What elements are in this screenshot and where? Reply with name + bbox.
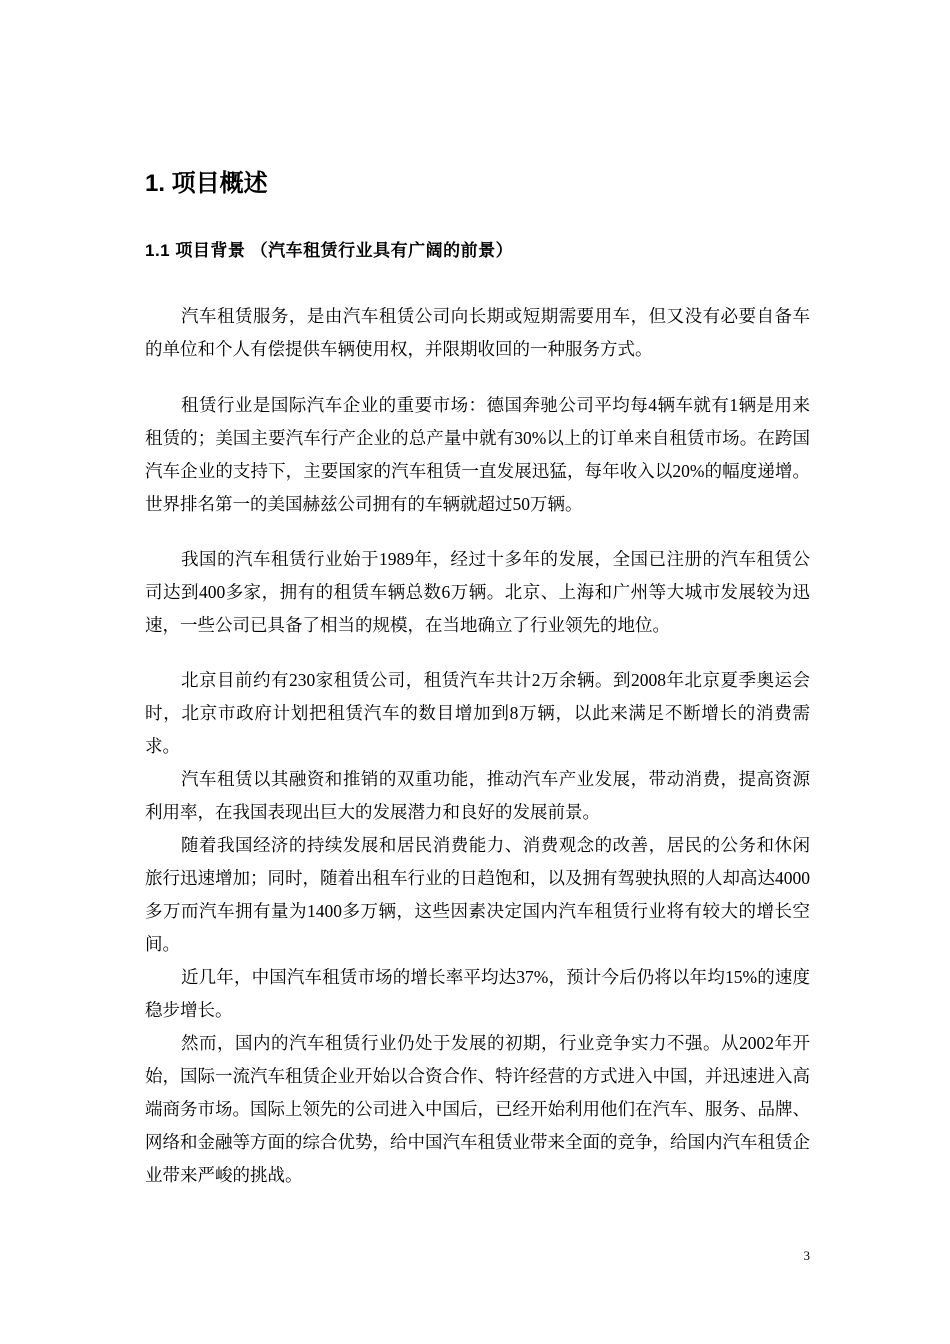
subsection-heading: 1.1 项目背景 （汽车租赁行业具有广阔的前景） [145, 241, 514, 260]
paragraph: 租赁行业是国际汽车企业的重要市场：德国奔驰公司平均每4辆车就有1辆是用来租赁的；美国主要汽车行产企业的总产量中就有30%以上的订单来自租赁市场。在跨国汽车企业的支持下，主要国家的汽车租赁一直发展迅猛，每年收入以20%的幅度递增。世界排名第一的美国赫兹公司拥有的车辆就超过50万辆。 [145, 395, 810, 514]
page-number: 3 [803, 1248, 810, 1263]
paragraph-block-4 [145, 664, 810, 1192]
paragraph: 北京目前约有230家租赁公司，租赁汽车共计2万余辆。到2008年北京夏季奥运会时，北京市政府计划把租赁汽车的数目增加到8万辆，以此来满足不断增长的消费需求。 [145, 670, 810, 756]
paragraph-block-2 [145, 389, 810, 521]
paragraph: 然而，国内的汽车租赁行业仍处于发展的初期，行业竞争实力不强。从2002年开始，国际一流汽车租赁企业开始以合资合作、特许经营的方式进入中国，并迅速进入高端商务市场。国际上领先的公司进入中国后，已经开始利用他们在汽车、服务、品牌、网络和金融等方面的综合优势，给中国汽车租赁业带来全面的竞争，给国内汽车租赁企业带来严峻的挑战。 [145, 1033, 810, 1185]
paragraph: 随着我国经济的持续发展和居民消费能力、消费观念的改善，居民的公务和休闲旅行迅速增加；同时，随着出租车行业的日趋饱和，以及拥有驾驶执照的人却高达4000多万而汽车拥有量为1400多万辆，这些因素决定国内汽车租赁行业将有较大的增长空间。 [145, 835, 810, 954]
paragraph-block-1 [145, 300, 810, 366]
paragraph: 近几年，中国汽车租赁市场的增长率平均达37%，预计今后仍将以年均15%的速度稳步增长。 [145, 967, 810, 1020]
section-heading: 1. 项目概述 [145, 170, 268, 197]
paragraph: 汽车租赁以其融资和推销的双重功能，推动汽车产业发展，带动消费，提高资源利用率，在我国表现出巨大的发展潜力和良好的发展前景。 [145, 769, 810, 822]
paragraph: 我国的汽车租赁行业始于1989年，经过十多年的发展，全国已注册的汽车租赁公司达到400多家，拥有的租赁车辆总数6万辆。北京、上海和广州等大城市发展较为迅速，一些公司已具备了相当的规模，在当地确立了行业领先的地位。 [145, 549, 810, 635]
paragraph: 汽车租赁服务，是由汽车租赁公司向长期或短期需要用车，但又没有必要自备车的单位和个人有偿提供车辆使用权，并限期收回的一种服务方式。 [145, 306, 810, 359]
paragraph-block-3 [145, 543, 810, 642]
